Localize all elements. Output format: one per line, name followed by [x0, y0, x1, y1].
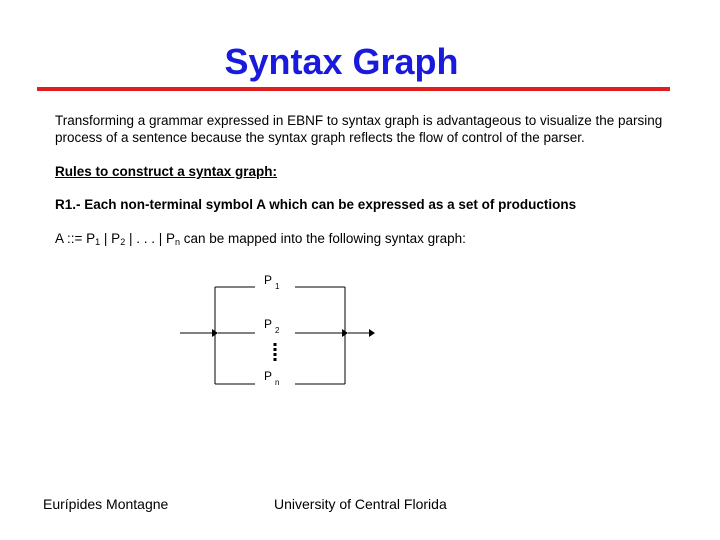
- footer-institution: University of Central Florida: [274, 496, 447, 512]
- slide-title: Syntax Graph: [224, 41, 459, 82]
- graph-node-p1: P $_1$: [264, 273, 280, 291]
- graph-node-p2: P $_2$: [264, 317, 280, 335]
- production-sep-1: | P: [100, 231, 121, 246]
- rule-r1: R1.- Each non-terminal symbol A which can be expressed as a set of productions: [55, 197, 577, 212]
- production-lhs: A ::= P: [55, 231, 96, 246]
- exit-arrow-icon: [369, 329, 375, 337]
- production-sub-n: n: [174, 237, 180, 247]
- ellipsis-dots-icon: [274, 343, 277, 361]
- production-tail: can be mapped into the following syntax graph:: [180, 231, 466, 246]
- production-sep-2: | . . . | P: [125, 231, 175, 246]
- graph-node-pn: P $_n$: [264, 369, 280, 387]
- rules-heading: Rules to construct a syntax graph:: [55, 164, 278, 179]
- production-sub-1: 1: [95, 237, 101, 247]
- production-sub-2: 2: [120, 237, 126, 247]
- intro-paragraph: Transforming a grammar expressed in EBNF to syntax graph is advantageous to visualize the parsing process of a sentence because the syntax graph reflects the flow of control of the parser.: [55, 113, 663, 145]
- footer-author: Eurípides Montagne: [43, 496, 169, 512]
